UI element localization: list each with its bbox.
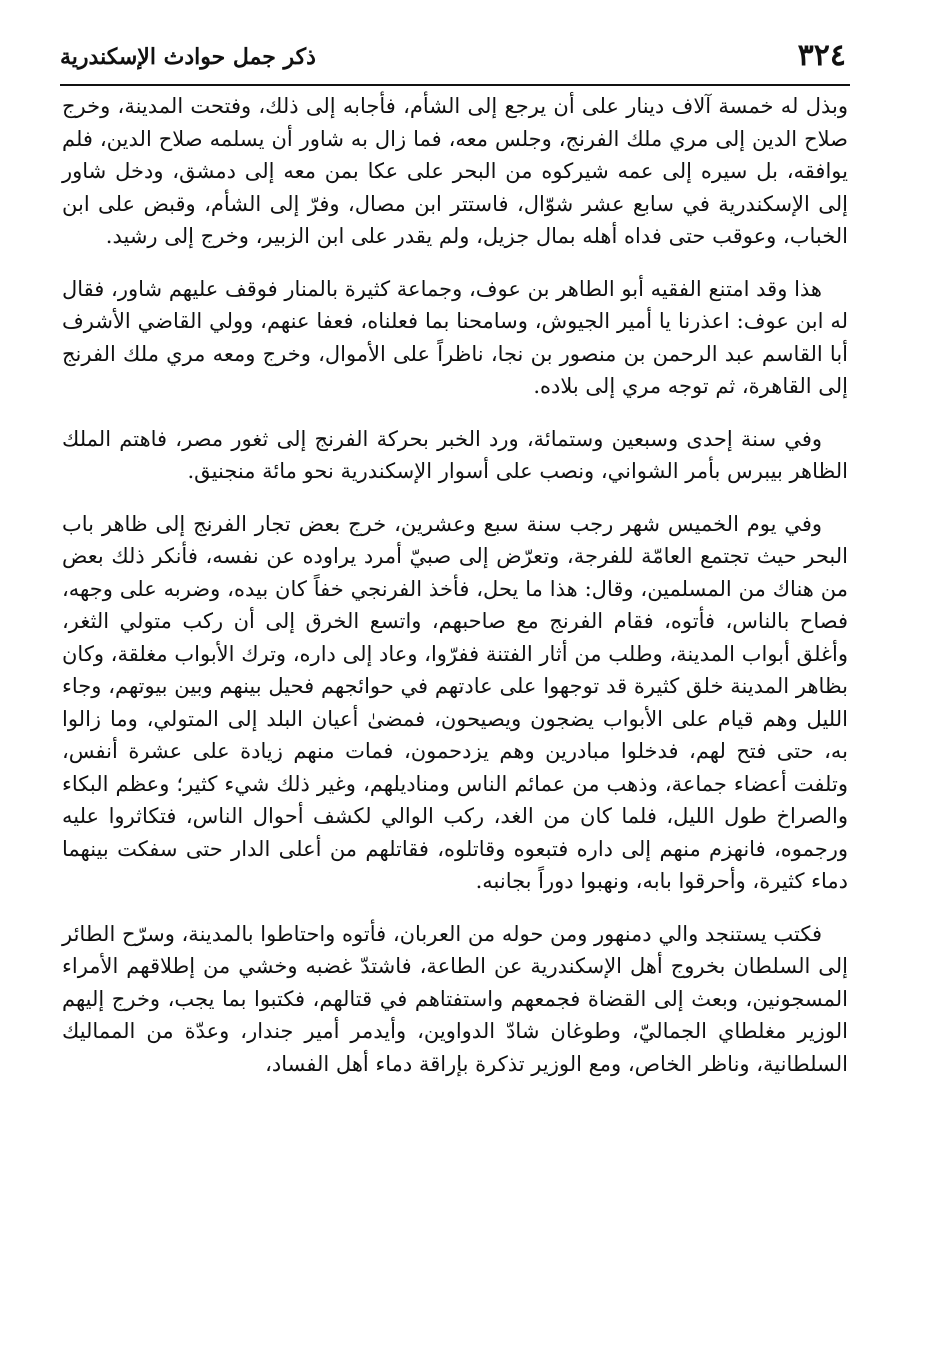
- header-rule: [60, 84, 850, 86]
- paragraph-1: وبذل له خمسة آلاف دينار على أن يرجع إلى الشأم، فأجابه إلى ذلك، وفتحت المدينة، وخرج صلاح الدين إلى مري ملك الفرنج، وجلس معه، فما زال به شاور أن يسلمه صلاح الدين، فلم يوافقه، بل سيره إلى عمه شيركوه من البحر على عكا بمن معه إلى دمشق، ودخل شاور إلى الإسكندرية في سابع عشر شوّال، فاستتر ابن مصال، وفرّ إلى الشأم، وقبض على ابن الخباب، وعوقب حتى فداه أهله بمال جزيل، ولم يقدر على ابن الزبير، وخرج إلى رشيد.: [62, 94, 848, 248]
- paragraph-3: وفي سنة إحدى وسبعين وستمائة، ورد الخبر بحركة الفرنج إلى ثغور مصر، فاهتم الملك الظاهر بيبرس بأمر الشواني، ونصب على أسوار الإسكندرية نحو مائة منجنيق.: [62, 426, 848, 483]
- page-number: ٣٢٤: [797, 38, 846, 73]
- paragraph-4: وفي يوم الخميس شهر رجب سنة سبع وعشرين، خرج بعض تجار الفرنج إلى ظاهر باب البحر حيث تجتمع العامّة للفرجة، وتعرّض إلى صبيّ أمرد يراوده عن نفسه، فأنكر ذلك بعض من هناك من المسلمين، وقال: هذا ما يحل، فأخذ الفرنجي خفاً كان بيده، وضربه على وجهه، فصاح بالناس، فأتوه، فقام الفرنج مع صاحبهم، واتسع الخرق إلى أن ركب متولي الثغر، وأغلق أبواب المدينة، وطلب من أثار الفتنة ففرّوا، وعاد إلى داره، وترك الأبواب مغلقة، وكان بظاهر المدينة خلق كثيرة قد توجهوا على عادتهم في حوائجهم فحيل بينهم وبين بيوتهم، وجاء الليل وهم قيام على الأبواب يضجون ويصيحون، فمضىٰ أعيان البلد إلى المتولي، وما زالوا به، حتى فتح لهم، فدخلوا مبادرين وهم يزدحمون، فمات منهم زيادة على عشرة أنفس، وتلفت أعضاء جماعة، وذهب من عمائم الناس ومناديلهم، وغير ذلك شيء كثير؛ وعظم البكاء والصراخ طول الليل، فلما كان من الغد، ركب الوالي لكشف أحوال الناس، فتكاثروا عليه ورجموه، فانهزم منهم إلى داره فتبعوه وقاتلوه، فقاتلهم من أعلى الدار حتى سفكت بينهما دماء كثيرة، وأحرقوا بابه، ونهبوا دوراً بجانبه.: [62, 511, 848, 893]
- paragraph-2: هذا وقد امتنع الفقيه أبو الطاهر بن عوف، وجماعة كثيرة بالمنار فوقف عليهم شاور، فقال له ابن عوف: اعذرنا يا أمير الجيوش، وسامحنا بما فعلناه، فعفا عنهم، وولي القاضي الأشرف أبا القاسم عبد الرحمن بن منصور بن نجا، ناظراً على الأموال، وخرج ومعه مري ملك الفرنج إلى القاهرة، ثم توجه مري إلى بلاده.: [62, 276, 848, 398]
- running-title: ذكر جمل حوادث الإسكندرية: [60, 44, 316, 70]
- body-text: [62, 90, 848, 1100]
- paragraph-5: فكتب يستنجد والي دمنهور ومن حوله من العربان، فأتوه واحتاطوا بالمدينة، وسرّح الطائر إلى السلطان بخروج أهل الإسكندرية عن الطاعة، فاشتدّ غضبه وخشي من إطلاقهم الأمراء المسجونين، وبعث إلى القضاة فجمعهم واستفتاهم في قتالهم، فكتبوا بما يجب، وخرج إليهم الوزير مغلطاي الجماليّ، وطوغان شادّ الدواوين، وأيدمر أمير جندار، وعدّة من المماليك السلطانية، وناظر الخاص، ومع الوزير تذكرة بإراقة دماء أهل الفساد،: [62, 921, 848, 1076]
- running-header: [60, 32, 846, 82]
